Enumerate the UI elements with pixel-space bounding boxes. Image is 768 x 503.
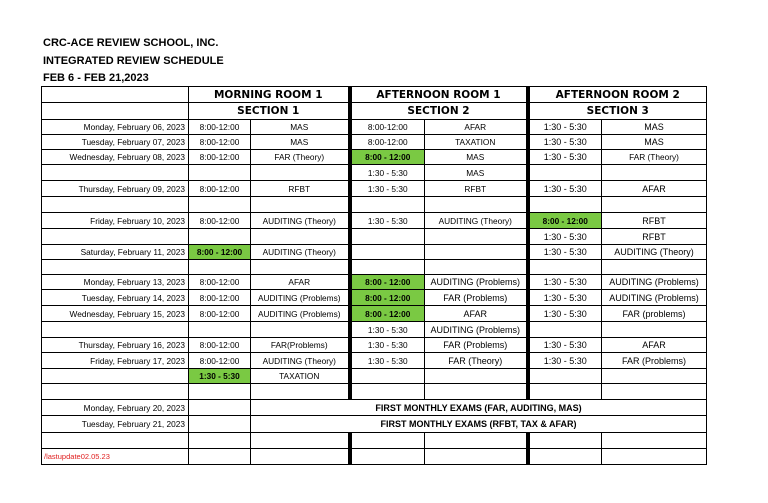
date-cell — [42, 322, 189, 338]
time-cell: 8:00 - 12:00 — [528, 213, 602, 229]
subject-cell: MAS — [425, 165, 528, 181]
time-cell — [528, 369, 602, 384]
subject-cell: AUDITING (Problems) — [425, 322, 528, 338]
subject-cell — [425, 229, 528, 245]
time-cell: 8:00-12:00 — [189, 275, 251, 290]
schedule-row — [42, 306, 707, 322]
time-cell — [189, 322, 251, 338]
date-cell: Tuesday, February 07, 2023 — [42, 135, 189, 150]
blank-cell — [189, 400, 251, 416]
time-cell — [528, 197, 602, 213]
rooms-header-row — [42, 87, 707, 103]
date-cell: Wednesday, February 15, 2023 — [42, 306, 189, 322]
subject-cell: AUDITING (Theory) — [251, 353, 350, 369]
subject-cell — [251, 197, 350, 213]
subject-cell — [425, 260, 528, 275]
time-cell: 1:30 - 5:30 — [528, 353, 602, 369]
time-cell: 8:00-12:00 — [189, 290, 251, 306]
subject-cell — [251, 165, 350, 181]
last-update-note: /lastupdate02.05.23 — [42, 449, 189, 465]
exam-row — [42, 400, 707, 416]
subject-cell: RFBT — [602, 229, 707, 245]
blank-cell — [350, 433, 425, 449]
schedule-row — [42, 120, 707, 135]
date-cell — [42, 197, 189, 213]
blank-cell — [189, 449, 251, 465]
blank-cell — [189, 433, 251, 449]
room-header: AFTERNOON ROOM 2 — [528, 87, 707, 103]
subject-cell: AFAR — [425, 120, 528, 135]
time-cell: 8:00-12:00 — [189, 135, 251, 150]
subject-cell — [425, 384, 528, 400]
schedule-row — [42, 290, 707, 306]
schedule-row — [42, 197, 707, 213]
time-cell — [350, 369, 425, 384]
time-cell: 1:30 - 5:30 — [528, 306, 602, 322]
schedule-row — [42, 322, 707, 338]
subject-cell — [602, 369, 707, 384]
subject-cell — [251, 322, 350, 338]
subject-cell: TAXATION — [251, 369, 350, 384]
date-cell: Monday, February 13, 2023 — [42, 275, 189, 290]
schedule-row — [42, 165, 707, 181]
subject-cell: MAS — [602, 135, 707, 150]
subject-cell: RFBT — [602, 213, 707, 229]
time-cell: 1:30 - 5:30 — [528, 181, 602, 197]
blank-cell — [425, 449, 528, 465]
schedule-row — [42, 181, 707, 197]
subject-cell — [602, 384, 707, 400]
subject-cell: TAXATION — [425, 135, 528, 150]
subject-cell: AUDITING (Problems) — [425, 275, 528, 290]
subject-cell: MAS — [251, 135, 350, 150]
time-cell: 1:30 - 5:30 — [350, 322, 425, 338]
schedule-row — [42, 135, 707, 150]
time-cell: 1:30 - 5:30 — [528, 229, 602, 245]
subject-cell: FAR (problems) — [602, 306, 707, 322]
footer-row — [42, 433, 707, 449]
time-cell: 1:30 - 5:30 — [528, 150, 602, 165]
blank-cell — [602, 449, 707, 465]
exam-cell: FIRST MONTHLY EXAMS (FAR, AUDITING, MAS) — [251, 400, 707, 416]
subject-cell: AFAR — [602, 338, 707, 353]
time-cell — [189, 165, 251, 181]
date-cell: Thursday, February 09, 2023 — [42, 181, 189, 197]
time-cell: 8:00-12:00 — [350, 135, 425, 150]
subject-cell: AFAR — [425, 306, 528, 322]
date-cell: Monday, February 20, 2023 — [42, 400, 189, 416]
schedule-row — [42, 213, 707, 229]
subject-cell: FAR (Problems) — [602, 353, 707, 369]
subject-cell: AUDITING (Problems) — [602, 275, 707, 290]
date-cell: Tuesday, February 14, 2023 — [42, 290, 189, 306]
time-cell: 1:30 - 5:30 — [528, 135, 602, 150]
time-cell: 8:00-12:00 — [189, 120, 251, 135]
subject-cell — [425, 197, 528, 213]
time-cell: 8:00-12:00 — [189, 150, 251, 165]
time-cell: 1:30 - 5:30 — [350, 353, 425, 369]
subject-cell: AFAR — [602, 181, 707, 197]
schedule-row — [42, 260, 707, 275]
time-cell: 1:30 - 5:30 — [528, 245, 602, 260]
subject-cell — [602, 322, 707, 338]
header-blank-cell — [42, 103, 189, 120]
subject-cell — [251, 229, 350, 245]
time-cell: 8:00-12:00 — [350, 120, 425, 135]
time-cell: 8:00 - 12:00 — [350, 275, 425, 290]
time-cell — [189, 229, 251, 245]
date-cell — [42, 165, 189, 181]
time-cell: 1:30 - 5:30 — [350, 181, 425, 197]
subject-cell — [425, 245, 528, 260]
time-cell — [350, 245, 425, 260]
subject-cell: AUDITING (Problems) — [602, 290, 707, 306]
section-header: SECTION 3 — [528, 103, 707, 120]
subject-cell: FAR (Problems) — [425, 338, 528, 353]
time-cell: 1:30 - 5:30 — [528, 290, 602, 306]
sections-header-row — [42, 103, 707, 120]
blank-cell — [189, 416, 251, 433]
subject-cell — [602, 260, 707, 275]
schedule-row — [42, 338, 707, 353]
time-cell: 1:30 - 5:30 — [189, 369, 251, 384]
date-cell — [42, 260, 189, 275]
time-cell: 1:30 - 5:30 — [350, 165, 425, 181]
schedule-row — [42, 275, 707, 290]
schedule-row — [42, 353, 707, 369]
time-cell — [189, 197, 251, 213]
time-cell — [350, 260, 425, 275]
subject-cell: MAS — [602, 120, 707, 135]
time-cell: 1:30 - 5:30 — [528, 275, 602, 290]
schedule-row — [42, 384, 707, 400]
subject-cell — [602, 197, 707, 213]
subject-cell — [251, 384, 350, 400]
blank-cell — [425, 433, 528, 449]
time-cell — [528, 260, 602, 275]
time-cell: 1:30 - 5:30 — [528, 120, 602, 135]
date-cell: Wednesday, February 08, 2023 — [42, 150, 189, 165]
section-header: SECTION 1 — [189, 103, 350, 120]
date-cell — [42, 384, 189, 400]
subject-cell — [425, 369, 528, 384]
blank-cell — [251, 433, 350, 449]
section-header: SECTION 2 — [350, 103, 528, 120]
date-cell: Friday, February 10, 2023 — [42, 213, 189, 229]
time-cell: 8:00-12:00 — [189, 213, 251, 229]
time-cell — [350, 197, 425, 213]
subject-cell: AUDITING (Problems) — [251, 306, 350, 322]
school-name: CRC-ACE REVIEW SCHOOL, INC. — [43, 37, 219, 49]
time-cell: 1:30 - 5:30 — [350, 213, 425, 229]
header-blank-cell — [42, 87, 189, 103]
schedule-period: FEB 6 - FEB 21,2023 — [43, 72, 149, 84]
date-cell: Tuesday, February 21, 2023 — [42, 416, 189, 433]
schedule-table — [41, 86, 707, 465]
blank-cell — [42, 433, 189, 449]
subject-cell: RFBT — [251, 181, 350, 197]
time-cell — [528, 384, 602, 400]
blank-cell — [528, 433, 602, 449]
time-cell: 8:00-12:00 — [189, 306, 251, 322]
schedule-row — [42, 229, 707, 245]
exam-cell: FIRST MONTHLY EXAMS (RFBT, TAX & AFAR) — [251, 416, 707, 433]
date-cell: Saturday, February 11, 2023 — [42, 245, 189, 260]
footer-row — [42, 449, 707, 465]
blank-cell — [602, 433, 707, 449]
date-cell: Thursday, February 16, 2023 — [42, 338, 189, 353]
subject-cell: FAR (Problems) — [425, 290, 528, 306]
time-cell — [189, 260, 251, 275]
blank-cell — [528, 449, 602, 465]
subject-cell — [602, 165, 707, 181]
schedule-row — [42, 150, 707, 165]
time-cell — [528, 322, 602, 338]
subject-cell: MAS — [425, 150, 528, 165]
subject-cell: FAR (Theory) — [425, 353, 528, 369]
date-cell: Monday, February 06, 2023 — [42, 120, 189, 135]
subject-cell: AUDITING (Theory) — [602, 245, 707, 260]
blank-cell — [350, 449, 425, 465]
subject-cell: AUDITING (Theory) — [251, 245, 350, 260]
time-cell: 8:00 - 12:00 — [350, 150, 425, 165]
time-cell — [528, 165, 602, 181]
subject-cell: FAR (Theory) — [602, 150, 707, 165]
time-cell: 1:30 - 5:30 — [350, 338, 425, 353]
subject-cell: FAR (Theory) — [251, 150, 350, 165]
schedule-row — [42, 369, 707, 384]
time-cell — [350, 229, 425, 245]
schedule-row — [42, 245, 707, 260]
time-cell: 8:00-12:00 — [189, 353, 251, 369]
time-cell: 8:00 - 12:00 — [350, 306, 425, 322]
time-cell: 8:00-12:00 — [189, 181, 251, 197]
date-cell — [42, 369, 189, 384]
subject-cell: AUDITING (Theory) — [425, 213, 528, 229]
time-cell — [189, 384, 251, 400]
date-cell — [42, 229, 189, 245]
room-header: MORNING ROOM 1 — [189, 87, 350, 103]
subject-cell: RFBT — [425, 181, 528, 197]
subject-cell — [251, 260, 350, 275]
subject-cell: MAS — [251, 120, 350, 135]
blank-cell — [251, 449, 350, 465]
exam-row — [42, 416, 707, 433]
time-cell: 1:30 - 5:30 — [528, 338, 602, 353]
subject-cell: AFAR — [251, 275, 350, 290]
date-cell: Friday, February 17, 2023 — [42, 353, 189, 369]
subject-cell: FAR(Problems) — [251, 338, 350, 353]
time-cell — [350, 384, 425, 400]
schedule-title: INTEGRATED REVIEW SCHEDULE — [43, 55, 224, 67]
room-header: AFTERNOON ROOM 1 — [350, 87, 528, 103]
subject-cell: AUDITING (Problems) — [251, 290, 350, 306]
time-cell: 8:00 - 12:00 — [350, 290, 425, 306]
time-cell: 8:00 - 12:00 — [189, 245, 251, 260]
subject-cell: AUDITING (Theory) — [251, 213, 350, 229]
time-cell: 8:00-12:00 — [189, 338, 251, 353]
